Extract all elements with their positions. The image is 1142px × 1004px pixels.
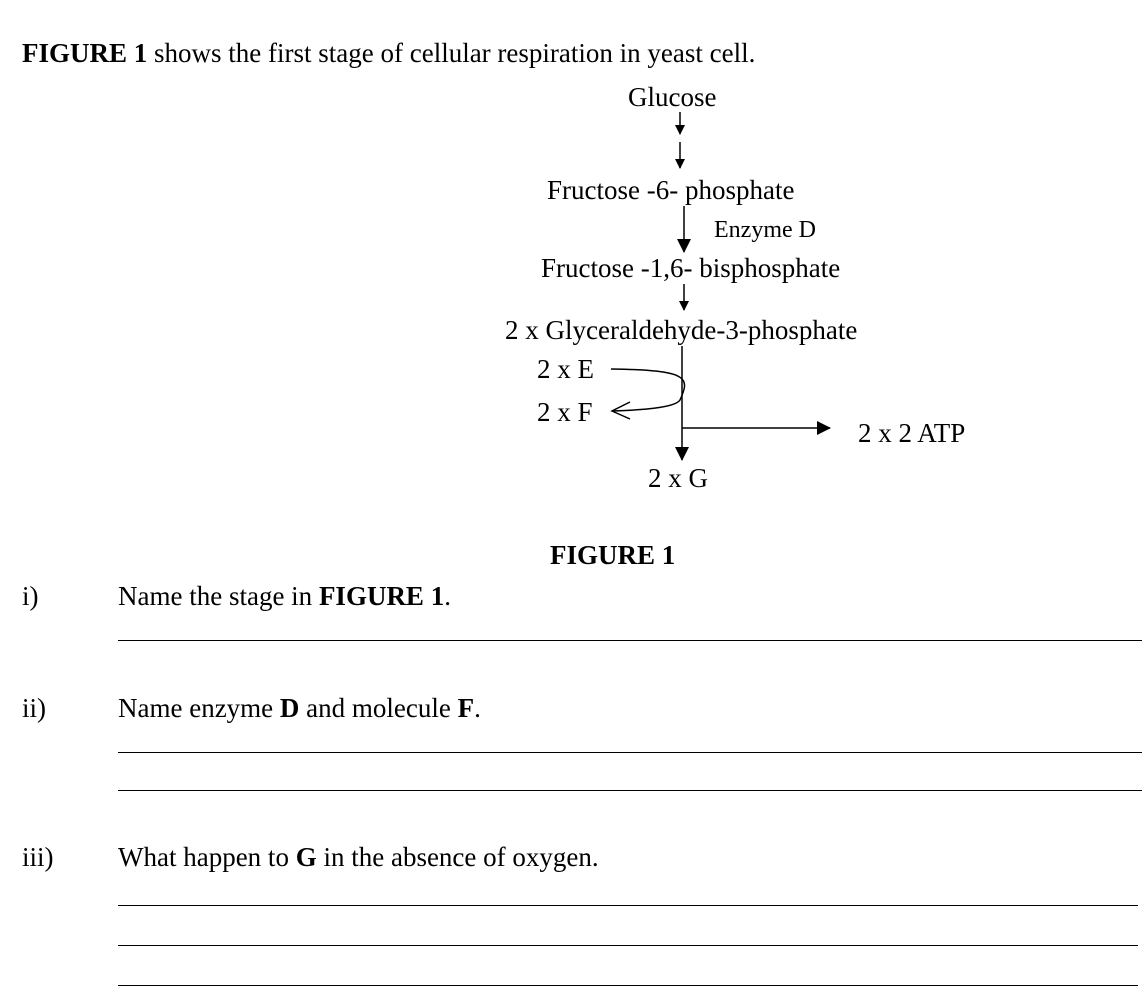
arrow-e-to-f: [611, 369, 685, 411]
answer-line-2b[interactable]: [118, 790, 1142, 791]
q1-bold: FIGURE 1: [318, 581, 445, 611]
answer-line-3c[interactable]: [118, 985, 1138, 986]
question-2: [118, 692, 481, 724]
f16bp-label: Fructose -1,6- bisphosphate: [541, 253, 841, 283]
atp-label: 2 x 2 ATP: [858, 418, 966, 448]
glucose-label: Glucose: [628, 82, 717, 112]
q2-text: Name enzyme: [118, 693, 280, 723]
q1-end: .: [444, 581, 451, 611]
question-3: [118, 841, 599, 873]
g3p-label: 2 x Glyceraldehyde-3-phosphate: [505, 315, 858, 345]
question-number-3: iii): [22, 842, 54, 872]
q2-end: .: [474, 693, 481, 723]
question-number-1: i): [22, 581, 39, 611]
question-number-2: ii): [22, 693, 46, 723]
e-label: 2 x E: [537, 354, 594, 384]
question-1: [118, 580, 451, 612]
enzyme-d-label: Enzyme D: [714, 217, 816, 243]
q2-bold-f: F: [457, 693, 475, 723]
intro-body: shows the first stage of cellular respiration in yeast cell.: [147, 38, 756, 68]
q2-bold-d: D: [279, 693, 300, 723]
answer-line-3b[interactable]: [118, 945, 1138, 946]
answer-line-2a[interactable]: [118, 752, 1142, 753]
g-label: 2 x G: [648, 463, 708, 493]
q3-bold-g: G: [295, 842, 317, 872]
q3-text: What happen to: [118, 842, 296, 872]
q1-text: Name the stage in: [118, 581, 319, 611]
answer-line-1[interactable]: [118, 640, 1142, 641]
f6p-label: Fructose -6- phosphate: [547, 175, 795, 205]
f-label: 2 x F: [537, 397, 593, 427]
figure-ref: FIGURE 1: [22, 38, 148, 68]
q2-mid: and molecule: [299, 693, 458, 723]
answer-line-3a[interactable]: [118, 905, 1138, 906]
figure-caption: FIGURE 1: [550, 540, 676, 570]
q3-end: in the absence of oxygen.: [316, 842, 599, 872]
